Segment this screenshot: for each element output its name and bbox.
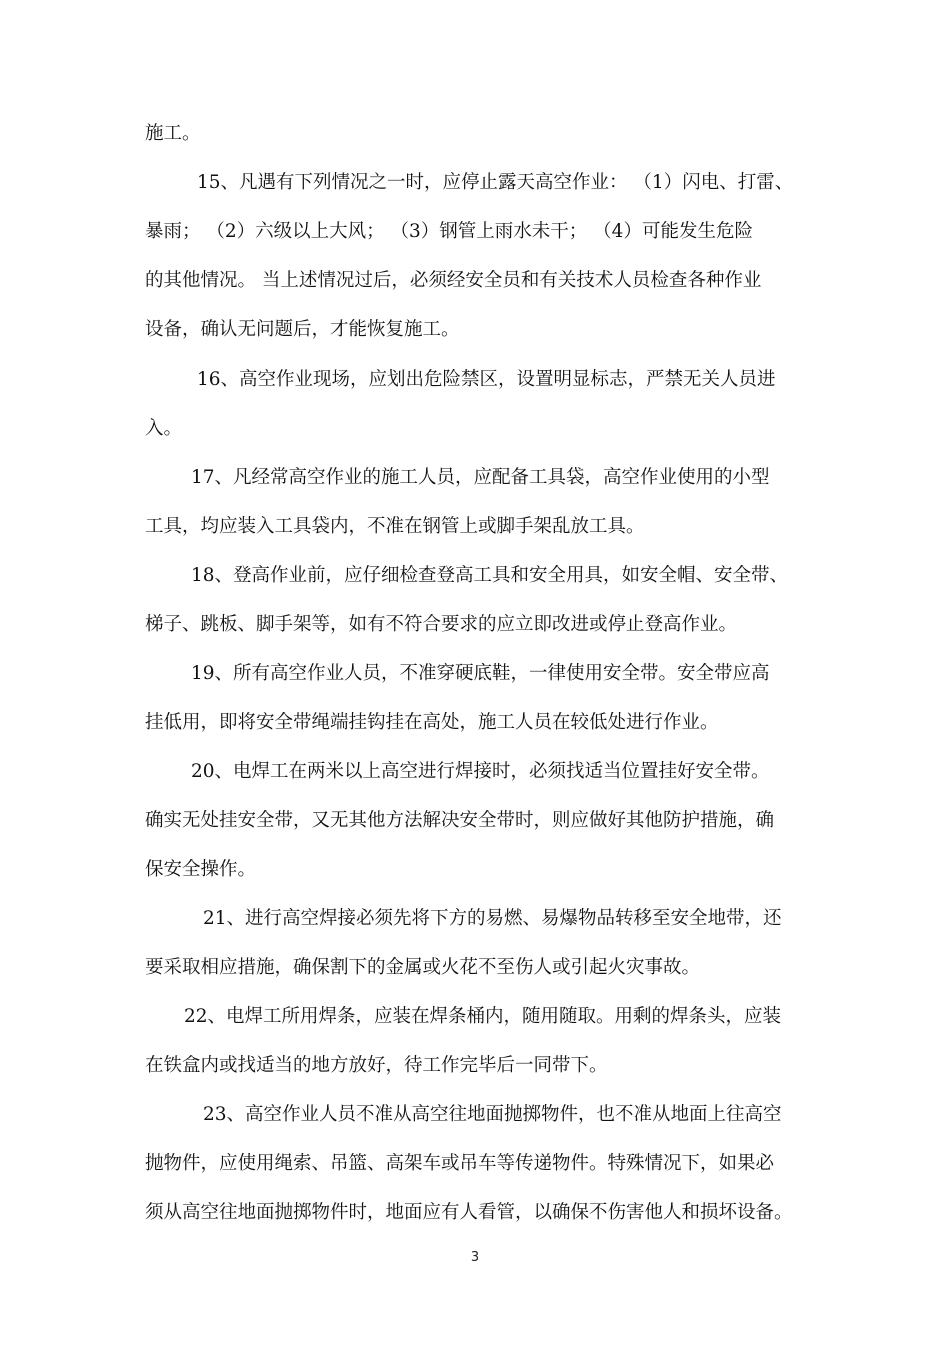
paragraph-17-start: 17、凡经常高空作业的施工人员，应配备工具袋，高空作业使用的小型	[191, 467, 770, 488]
text-line: 暴雨； （2）六级以上大风； （3）钢管上雨水未干； （4）可能发生危险	[145, 221, 753, 242]
text-line: 抛物件，应使用绳索、吊篮、高架车或吊车等传递物件。特殊情况下，如果必	[145, 1153, 775, 1174]
text-line: 确实无处挂安全带，又无其他方法解决安全带时，则应做好其他防护措施，确	[145, 810, 775, 831]
paragraph-18-start: 18、登高作业前，应仔细检查登高工具和安全用具，如安全帽、安全带、	[191, 565, 789, 586]
paragraph-15-start: 15、凡遇有下列情况之一时，应停止露天高空作业： （1）闪电、打雷、	[197, 172, 794, 193]
text-line: 在铁盒内或找适当的地方放好，待工作完毕后一同带下。	[145, 1055, 608, 1076]
paragraph-19-start: 19、所有高空作业人员，不准穿硬底鞋，一律使用安全带。安全带应高	[191, 663, 770, 684]
paragraph-23-start: 23、高空作业人员不准从高空往地面抛掷物件，也不准从地面上往高空	[203, 1104, 782, 1125]
text-line: 保安全操作。	[145, 859, 257, 880]
text-line: 入。	[145, 418, 183, 439]
text-line: 挂低用，即将安全带绳端挂钩挂在高处，施工人员在较低处进行作业。	[145, 712, 719, 733]
text-line: 施工。	[145, 123, 201, 144]
paragraph-22-start: 22、电焊工所用焊条，应装在焊条桶内，随用随取。用剩的焊条头，应装	[184, 1006, 782, 1027]
page-number: 3	[470, 1250, 480, 1265]
paragraph-20-start: 20、电焊工在两米以上高空进行焊接时，必须找适当位置挂好安全带。	[191, 761, 770, 782]
paragraph-21-start: 21、进行高空焊接必须先将下方的易燃、易爆物品转移至安全地带，还	[203, 908, 782, 929]
paragraph-16-start: 16、高空作业现场，应划出危险禁区，设置明显标志，严禁无关人员进	[197, 369, 776, 390]
text-line: 梯子、跳板、脚手架等，如有不符合要求的应立即改进或停止登高作业。	[145, 614, 738, 635]
text-line: 要采取相应措施，确保割下的金属或火花不至伤人或引起火灾事故。	[145, 957, 701, 978]
text-line: 须从高空往地面抛掷物件时，地面应有人看管，以确保不伤害他人和损坏设备。	[145, 1202, 793, 1223]
text-line: 设备，确认无问题后，才能恢复施工。	[145, 319, 460, 340]
text-line: 工具，均应装入工具袋内，不准在钢管上或脚手架乱放工具。	[145, 516, 645, 537]
text-line: 的其他情况。 当上述情况过后，必须经安全员和有关技术人员检查各种作业	[145, 270, 762, 291]
